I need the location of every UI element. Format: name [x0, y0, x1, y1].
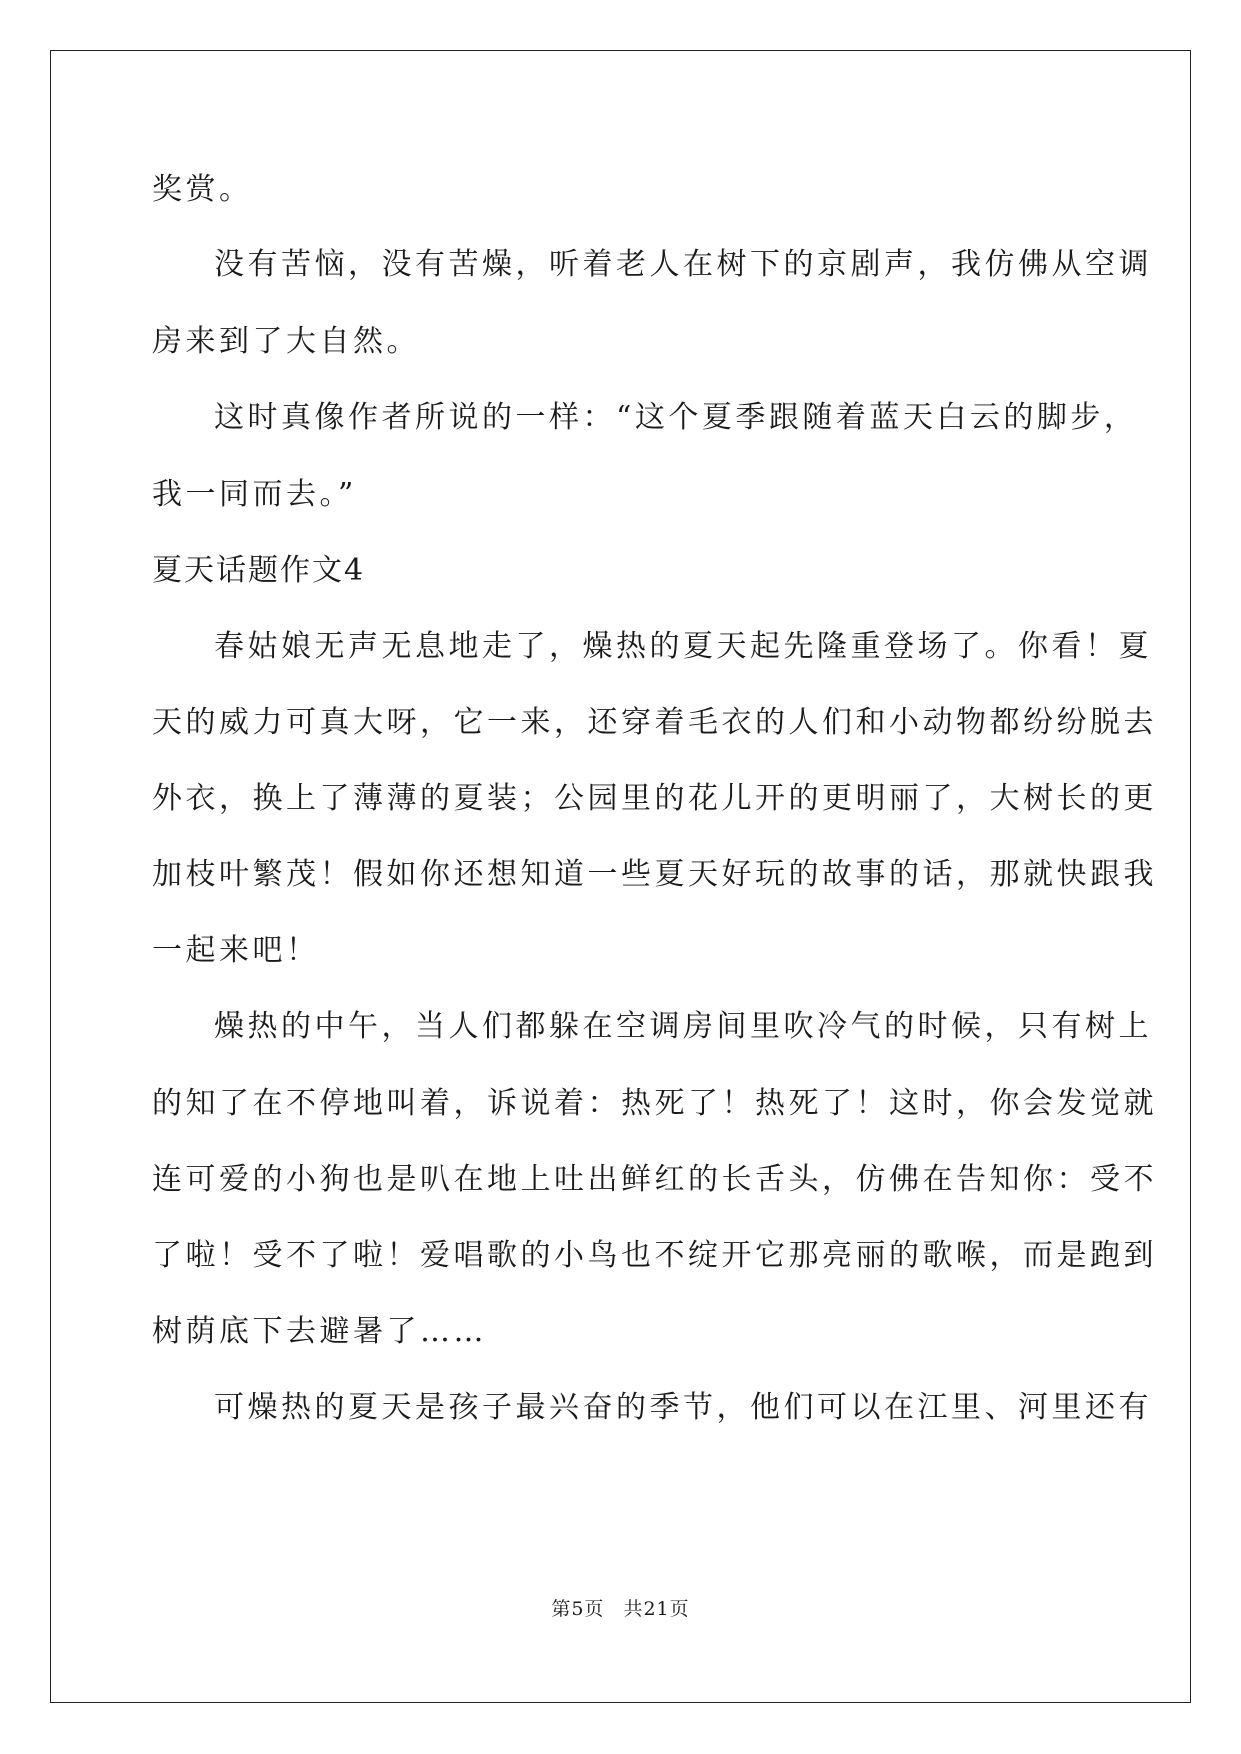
page-number: 第5页 [551, 1598, 605, 1620]
paragraph-first-line: 春姑娘无声无息地走了，燥热的夏天起先隆重登场了。你看！夏 [214, 629, 1152, 664]
paragraph-first-line: 这时真像作者所说的一样：“这个夏季跟随着蓝天白云的脚步， [214, 400, 1138, 435]
text-line: 加枝叶繁茂！假如你还想知道一些夏天好玩的故事的话，那就快跟我 [152, 857, 1157, 892]
text-line: 一起来吧！ [152, 933, 320, 968]
paragraph-first-line: 可燥热的夏天是孩子最兴奋的季节，他们可以在江里、河里还有 [214, 1390, 1152, 1425]
paragraph-first-line: 没有苦恼，没有苦燥，听着老人在树下的京剧声，我仿佛从空调 [214, 247, 1152, 282]
total-pages: 共21页 [623, 1598, 690, 1620]
text-line: 外衣，换上了薄薄的夏装；公园里的花儿开的更明丽了，大树长的更 [152, 781, 1157, 816]
text-line: 我一同而去。” [152, 477, 357, 512]
text-line: 连可爱的小狗也是叭在地上吐出鲜红的长舌头，仿佛在告知你：受不 [152, 1162, 1157, 1197]
text-line: 了啦！受不了啦！爱唱歌的小鸟也不绽开它那亮丽的歌喉，而是跑到 [152, 1238, 1157, 1273]
paragraph-first-line: 燥热的中午，当人们都躲在空调房间里吹冷气的时候，只有树上 [214, 1009, 1152, 1044]
text-line: 奖赏。 [152, 172, 253, 207]
text-line: 树荫底下去避暑了…… [152, 1314, 487, 1349]
text-line: 天的威力可真大呀，它一来，还穿着毛衣的人们和小动物都纷纷脱去 [152, 705, 1157, 740]
page-footer [0, 1597, 1241, 1621]
text-line: 的知了在不停地叫着，诉说着：热死了！热死了！这时，你会发觉就 [152, 1086, 1157, 1121]
section-heading: 夏天话题作文4 [152, 553, 366, 588]
text-line: 房来到了大自然。 [152, 324, 420, 359]
